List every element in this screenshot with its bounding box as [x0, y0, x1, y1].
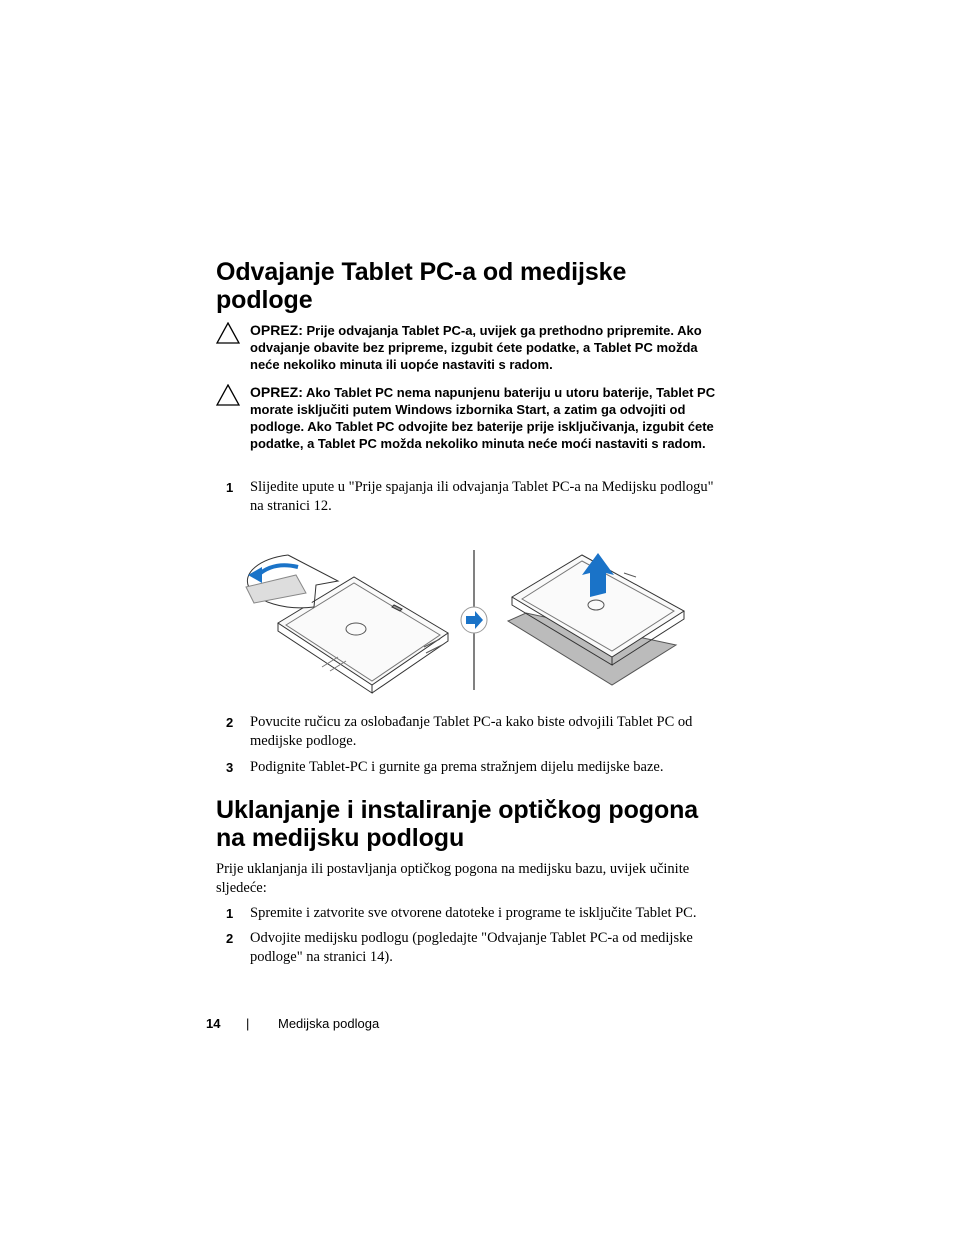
step-number: 1: [226, 480, 234, 495]
step-item: [226, 904, 726, 923]
step-text: Spremite i zatvorite sve otvorene datoteke i programe te isključite Tablet PC.: [250, 905, 697, 921]
caution-text: Ako Tablet PC nema napunjenu bateriju u utoru baterije, Tablet PC morate isključiti putem Windows izbornika Start, a zatim ga odvojiti od podloge. Ako Tablet PC odvojite bez baterije prije isključivanja, izgubit ćete podatke, a Tablet PC možda nekoliko minuta neće moći nastaviti s radom.: [250, 385, 716, 451]
arrow-right-icon: [461, 607, 487, 633]
section1-title-line1: Odvajanje Tablet PC-a od medijske: [216, 258, 627, 286]
section2-intro: Prije uklanjanja ili postavljanja optičkog pogona na medijsku bazu, uvijek učinite sljedeće:: [216, 861, 690, 896]
step-number: 2: [226, 715, 234, 730]
undocking-illustration: [226, 545, 706, 695]
step-item: [226, 929, 726, 967]
step-item: [226, 758, 726, 777]
step-item: [226, 478, 726, 516]
step-text: Odvojite medijsku podlogu (pogledajte "Odvajanje Tablet PC-a od medijske podloge" na stranici 14).: [250, 930, 693, 965]
section2-heading: [216, 796, 776, 852]
step-number: 2: [226, 931, 234, 946]
caution-note-1: [216, 322, 726, 373]
page-number: 14: [206, 1016, 221, 1031]
caution-label: OPREZ:: [250, 322, 303, 338]
section2-title-line1: Uklanjanje i instaliranje optičkog pogona: [216, 796, 699, 824]
step-number: 3: [226, 760, 234, 775]
caution-label: OPREZ:: [250, 384, 303, 400]
caution-text: Prije odvajanja Tablet PC-a, uvijek ga prethodno pripremite. Ako odvajanje obavite bez pripreme, izgubit ćete podatke, a Tablet PC možda neće nekoliko minuta ili uopće nastaviti s radom.: [250, 323, 702, 372]
caution-note-2: [216, 384, 726, 452]
caution-icon: [216, 322, 240, 348]
caution-icon: [216, 384, 240, 410]
step-number: 1: [226, 906, 234, 921]
footer-separator: |: [246, 1016, 250, 1031]
step-text: Povucite ručicu za oslobađanje Tablet PC-a kako biste odvojili Tablet PC od medijske podloge.: [250, 714, 693, 749]
step-item: [226, 713, 726, 751]
section1-title-line2: podloge: [216, 286, 313, 314]
section1-heading: [216, 258, 776, 314]
step-text: Podignite Tablet-PC i gurnite ga prema stražnjem dijelu medijske baze.: [250, 759, 664, 775]
section2-title-line2: na medijsku podlogu: [216, 824, 465, 852]
footer-section-name: Medijska podloga: [278, 1016, 380, 1031]
step-text: Slijedite upute u "Prije spajanja ili odvajanja Tablet PC-a na Medijsku podlogu" na stranici 12.: [250, 479, 714, 514]
